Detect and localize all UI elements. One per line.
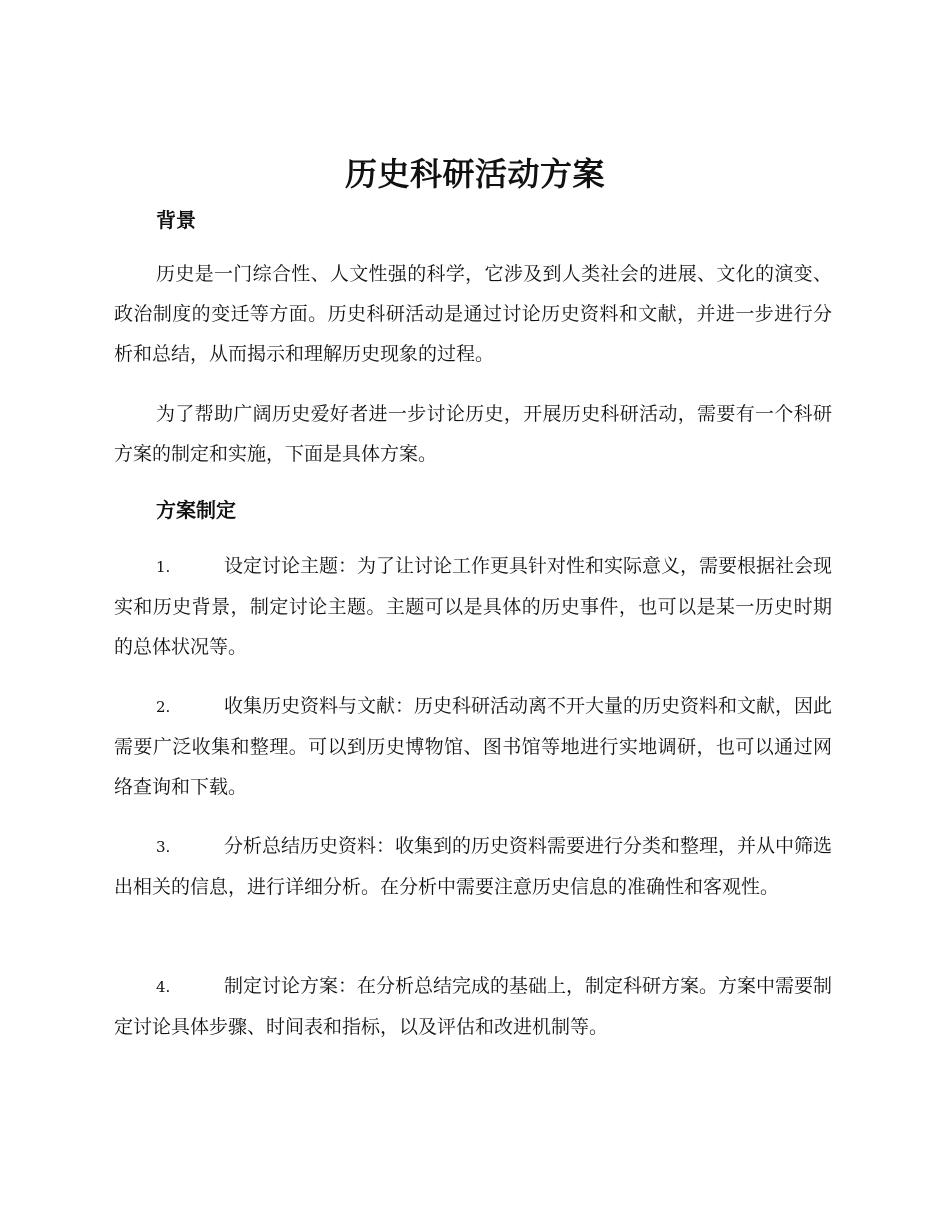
plan-list-item bbox=[114, 546, 832, 667]
list-item-number: 2. bbox=[156, 698, 171, 716]
list-item-number: 1. bbox=[156, 558, 171, 576]
list-item-text: 分析总结历史资料：收集到的历史资料需要进行分类和整理，并从中筛选出相关的信息，进行详细分析。在分析中需要注意历史信息的准确性和客观性。 bbox=[114, 835, 833, 898]
document-title: 历史科研活动方案 bbox=[344, 155, 605, 193]
list-item-text: 收集历史资料与文献：历史科研活动离不开大量的历史资料和文献，因此需要广泛收集和整理。可以到历史博物馆、图书馆等地进行实地调研，也可以通过网络查询和下载。 bbox=[114, 695, 833, 798]
list-item-text: 设定讨论主题：为了让讨论工作更具针对性和实际意义，需要根据社会现实和历史背景，制定讨论主题。主题可以是具体的历史事件，也可以是某一历史时期的总体状况等。 bbox=[114, 555, 833, 658]
background-paragraph-2: 为了帮助广阔历史爱好者进一步讨论历史，开展历史科研活动，需要有一个科研方案的制定和实施，下面是具体方案。 bbox=[114, 403, 832, 465]
plan-list-item bbox=[114, 686, 832, 807]
section-heading-background: 背景 bbox=[156, 208, 196, 232]
list-item-number: 3. bbox=[156, 838, 171, 856]
plan-list-item bbox=[114, 966, 832, 1047]
background-paragraph-1: 历史是一门综合性、人文性强的科学，它涉及到人类社会的进展、文化的演变、政治制度的变迁等方面。历史科研活动是通过讨论历史资料和文献，并进一步进行分析和总结，从而揭示和理解历史现象的过程。 bbox=[114, 263, 832, 365]
section-heading-plan: 方案制定 bbox=[156, 498, 236, 522]
plan-list-item bbox=[114, 826, 832, 907]
list-item-text: 制定讨论方案：在分析总结完成的基础上，制定科研方案。方案中需要制定讨论具体步骤、时间表和指标，以及评估和改进机制等。 bbox=[114, 975, 833, 1038]
list-item-number: 4. bbox=[156, 978, 171, 996]
